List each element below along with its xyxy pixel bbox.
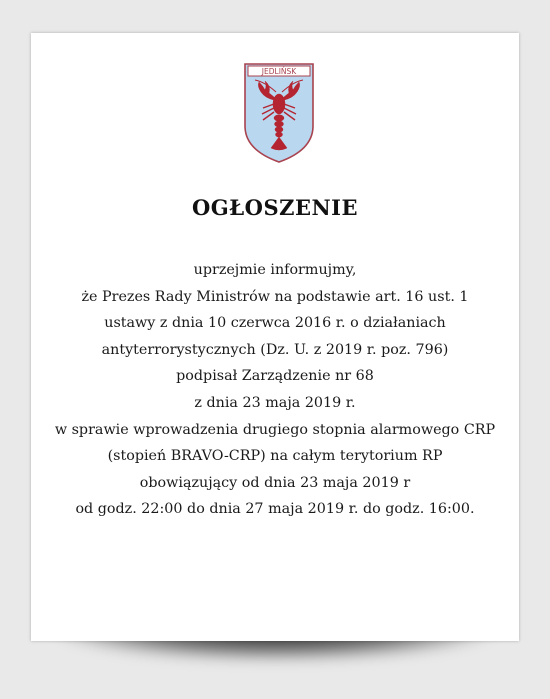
- notice-line: od godz. 22:00 do dnia 27 maja 2019 r. do godz. 16:00.: [75, 501, 475, 518]
- notice-line: antyterrorystycznych (Dz. U. z 2019 r. poz. 796): [101, 341, 449, 358]
- notice-line: uprzejmie informujmy,: [193, 262, 357, 278]
- notice-line: ustawy z dnia 10 czerwca 2016 r. o działaniach: [104, 315, 446, 332]
- notice-line: że Prezes Rady Ministrów na podstawie art. 16 ust. 1: [81, 288, 469, 305]
- notice-line: podpisał Zarządzenie nr 68: [176, 368, 374, 385]
- notice-line: w sprawie wprowadzenia drugiego stopnia alarmowego CRP: [54, 421, 496, 438]
- notice-line: obowiązujący od dnia 23 maja 2019 r: [139, 474, 411, 491]
- crest-banner-text: JEDLIŃSK: [261, 67, 297, 76]
- notice-line: (stopień BRAVO-CRP) na całym terytorium RP: [107, 448, 443, 465]
- notice-body: [31, 257, 519, 523]
- notice-title: OGŁOSZENIE: [192, 195, 358, 220]
- notice-line: z dnia 23 maja 2019 r.: [194, 394, 356, 411]
- jedlinsk-coat-of-arms: [243, 62, 315, 164]
- notice-page: [31, 33, 519, 641]
